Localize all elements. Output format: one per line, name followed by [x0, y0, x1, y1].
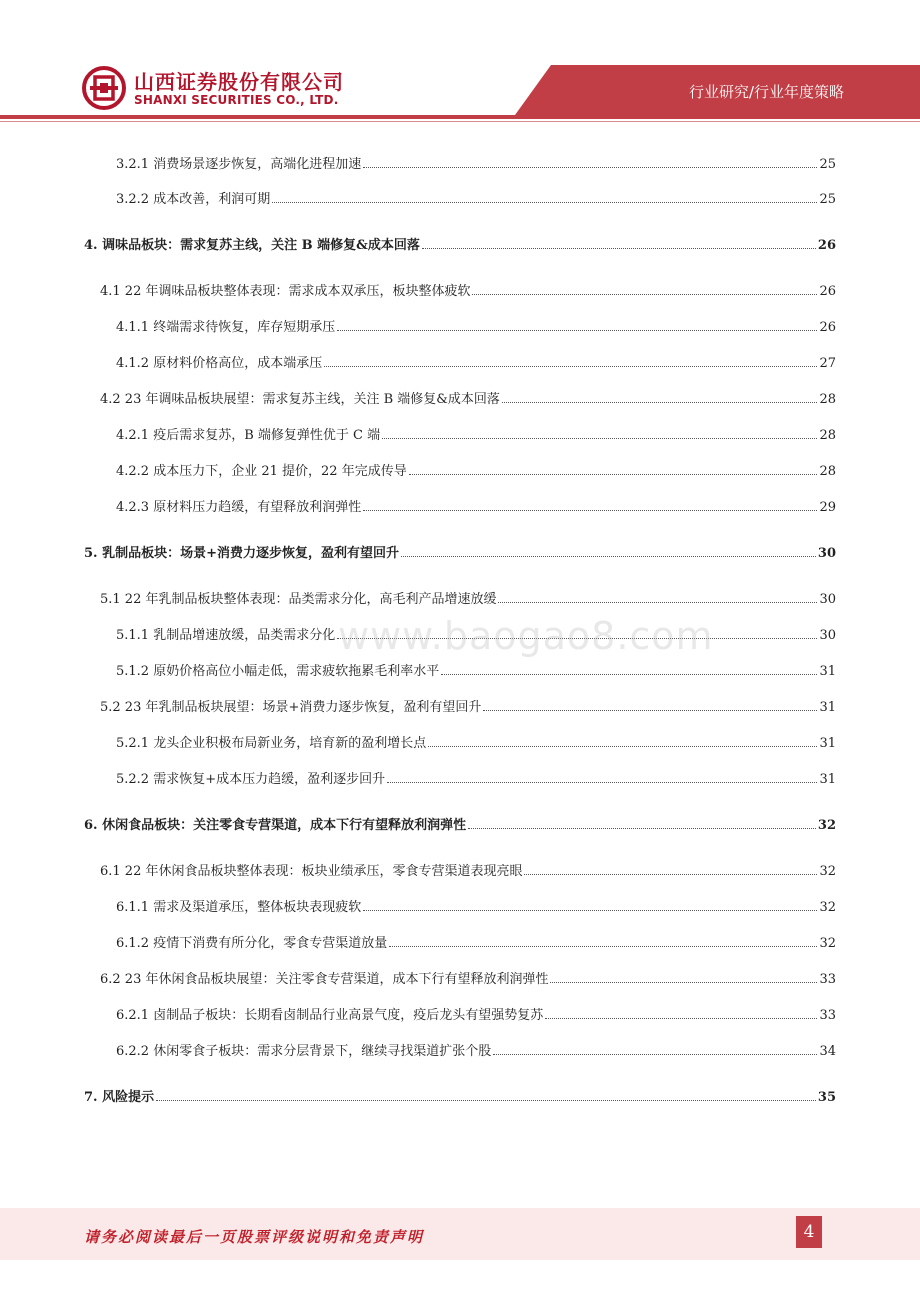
- toc-entry-page: 31: [819, 736, 836, 751]
- toc-entry[interactable]: [116, 353, 836, 373]
- toc-leader-dots: [428, 733, 817, 747]
- toc-entry[interactable]: [100, 389, 836, 409]
- toc-leader-dots: [363, 897, 817, 911]
- toc-entry[interactable]: [116, 154, 836, 174]
- toc-leader-dots: [324, 353, 817, 367]
- page-header: [0, 0, 920, 130]
- toc-entry-page: 33: [819, 972, 836, 987]
- toc-leader-dots: [156, 1087, 816, 1101]
- toc-entry-page: 32: [819, 936, 836, 951]
- toc-entry-title: 5.2.2 需求恢复+成本压力趋缓，盈利逐步回升: [116, 772, 386, 787]
- toc-entry[interactable]: [100, 589, 836, 609]
- report-type-title: 行业研究/行业年度策略: [688, 83, 844, 101]
- toc-entry-title: 5.1.2 原奶价格高位小幅走低，需求疲软拖累毛利率水平: [116, 664, 440, 679]
- toc-entry[interactable]: [100, 697, 836, 717]
- toc-entry[interactable]: [84, 235, 836, 255]
- toc-entry[interactable]: [116, 897, 836, 917]
- toc-entry[interactable]: [84, 543, 836, 563]
- toc-entry-page: 30: [817, 546, 836, 561]
- page-number: 4: [796, 1216, 822, 1248]
- toc-entry[interactable]: [116, 1005, 836, 1025]
- toc-entry-page: 28: [819, 392, 836, 407]
- toc-entry[interactable]: [100, 969, 836, 989]
- toc-entry-page: 29: [819, 500, 836, 515]
- toc-entry-page: 30: [819, 628, 836, 643]
- toc-entry[interactable]: [116, 933, 836, 953]
- toc-entry-page: 31: [819, 772, 836, 787]
- company-name-cn: 山西证券股份有限公司: [134, 70, 344, 94]
- toc-leader-dots: [498, 589, 817, 603]
- toc-leader-dots: [272, 189, 817, 203]
- toc-entry-page: 26: [819, 284, 836, 299]
- company-name-en: SHANXI SECURITIES CO., LTD.: [134, 93, 339, 107]
- toc-entry-page: 34: [819, 1044, 836, 1059]
- toc-entry-title: 4.2.3 原材料压力趋缓，有望释放利润弹性: [116, 500, 362, 515]
- toc-entry-title: 7. 风险提示: [84, 1090, 155, 1105]
- toc-entry-title: 5.2.1 龙头企业积极布局新业务，培育新的盈利增长点: [116, 736, 427, 751]
- toc-entry-title: 5. 乳制品板块：场景+消费力逐步恢复，盈利有望回升: [84, 546, 399, 561]
- toc-leader-dots: [468, 815, 816, 829]
- toc-entry-title: 4.1.1 终端需求待恢复，库存短期承压: [116, 320, 336, 335]
- toc-entry-title: 3.2.2 成本改善，利润可期: [116, 192, 271, 207]
- toc-entry-title: 6.1.2 疫情下消费有所分化，零食专营渠道放量: [116, 936, 388, 951]
- toc-entry[interactable]: [84, 815, 836, 835]
- toc-leader-dots: [422, 235, 816, 249]
- toc-entry-title: 4.1.2 原材料价格高位，成本端承压: [116, 356, 323, 371]
- toc-entry[interactable]: [116, 733, 836, 753]
- toc-entry-page: 26: [819, 320, 836, 335]
- toc-entry[interactable]: [100, 861, 836, 881]
- toc-leader-dots: [382, 425, 817, 439]
- toc-entry-title: 6.2 23 年休闲食品板块展望：关注零食专营渠道，成本下行有望释放利润弹性: [100, 972, 549, 987]
- toc-entry-title: 3.2.1 消费场景逐步恢复，高端化进程加速: [116, 157, 362, 172]
- toc-entry-page: 25: [819, 157, 836, 172]
- toc-entry[interactable]: [100, 281, 836, 301]
- toc-leader-dots: [389, 933, 817, 947]
- toc-entry-page: 27: [819, 356, 836, 371]
- header-divider: [0, 115, 920, 119]
- toc-entry-title: 6.1.1 需求及渠道承压，整体板块表现疲软: [116, 900, 362, 915]
- toc-leader-dots: [502, 389, 818, 403]
- toc-leader-dots: [363, 497, 817, 511]
- toc-entry-page: 33: [819, 1008, 836, 1023]
- toc-entry[interactable]: [116, 425, 836, 445]
- toc-leader-dots: [363, 154, 817, 168]
- toc-entry[interactable]: [116, 497, 836, 517]
- toc-leader-dots: [493, 1041, 817, 1055]
- toc-entry-title: 5.1 22 年乳制品板块整体表现：品类需求分化，高毛利产品增速放缓: [100, 592, 497, 607]
- toc-entry-page: 28: [819, 428, 836, 443]
- toc-entry[interactable]: [116, 189, 836, 209]
- toc-leader-dots: [472, 281, 817, 295]
- toc-entry-title: 5.2 23 年乳制品板块展望：场景+消费力逐步恢复，盈利有望回升: [100, 700, 482, 715]
- toc-entry[interactable]: [116, 661, 836, 681]
- toc-entry-title: 6.1 22 年休闲食品板块整体表现：板块业绩承压，零食专营渠道表现亮眼: [100, 864, 523, 879]
- toc-entry-page: 35: [817, 1090, 836, 1105]
- toc-entry-page: 31: [819, 700, 836, 715]
- toc-leader-dots: [401, 543, 816, 557]
- toc-entry-title: 6. 休闲食品板块：关注零食专营渠道，成本下行有望释放利润弹性: [84, 818, 467, 833]
- toc-entry-title: 5.1.1 乳制品增速放缓，品类需求分化: [116, 628, 336, 643]
- toc-leader-dots: [550, 969, 817, 983]
- toc-entry-page: 26: [817, 238, 836, 253]
- toc-entry-title: 4.2.2 成本压力下，企业 21 提价，22 年完成传导: [116, 464, 407, 479]
- toc-entry-title: 4.2.1 疫后需求复苏，B 端修复弹性优于 C 端: [116, 428, 381, 443]
- toc-entry-title: 4. 调味品板块：需求复苏主线，关注 B 端修复&成本回落: [84, 238, 420, 253]
- toc-leader-dots: [441, 661, 817, 675]
- page-footer: [0, 1208, 920, 1260]
- toc-leader-dots: [387, 769, 817, 783]
- toc-entry-page: 32: [817, 818, 836, 833]
- toc-entry-page: 32: [819, 900, 836, 915]
- toc-leader-dots: [337, 317, 817, 331]
- toc-entry-title: 6.2.2 休闲零食子板块：需求分层背景下，继续寻找渠道扩张个股: [116, 1044, 492, 1059]
- watermark: www.baogao8.com: [338, 614, 714, 658]
- toc-entry[interactable]: [116, 769, 836, 789]
- toc-entry-page: 25: [819, 192, 836, 207]
- toc-entry-page: 30: [819, 592, 836, 607]
- toc-entry[interactable]: [116, 317, 836, 337]
- toc-leader-dots: [483, 697, 817, 711]
- toc-leader-dots: [524, 861, 817, 875]
- company-logo-icon: [82, 66, 126, 110]
- toc-entry-title: 6.2.1 卤制品子板块：长期看卤制品行业高景气度，疫后龙头有望强势复苏: [116, 1008, 544, 1023]
- toc-leader-dots: [545, 1005, 817, 1019]
- toc-entry[interactable]: [116, 461, 836, 481]
- toc-leader-dots: [409, 461, 818, 475]
- toc-entry[interactable]: [116, 1041, 836, 1061]
- disclaimer-notice: 请务必阅读最后一页股票评级说明和免责声明: [84, 1228, 425, 1246]
- toc-entry-title: 4.2 23 年调味品板块展望：需求复苏主线，关注 B 端修复&成本回落: [100, 392, 500, 407]
- toc-entry[interactable]: [84, 1087, 836, 1107]
- toc-entry-page: 28: [819, 464, 836, 479]
- toc-entry-page: 31: [819, 664, 836, 679]
- toc-entry-page: 32: [819, 864, 836, 879]
- toc-entry-title: 4.1 22 年调味品板块整体表现：需求成本双承压，板块整体疲软: [100, 284, 471, 299]
- header-divider-thin: [0, 121, 920, 122]
